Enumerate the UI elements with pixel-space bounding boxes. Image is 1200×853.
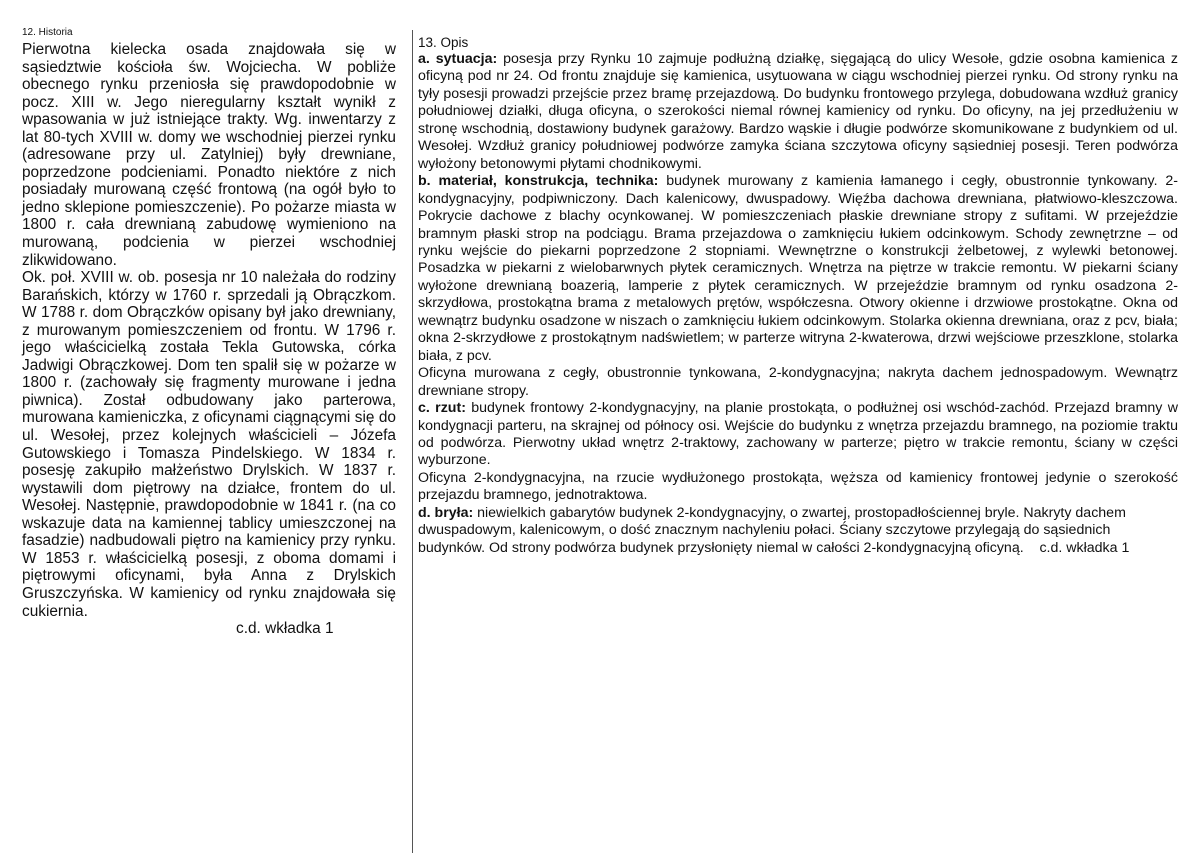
section-d-continued-note: c.d. wkładka 1 xyxy=(1039,539,1130,556)
section-a xyxy=(418,51,1178,173)
history-continued-note: c.d. wkładka 1 xyxy=(236,620,334,638)
section-b-text: budynek murowany z kamienia łamanego i cegły, obustronnie tynkowany. 2- kondygnacyjny, podpiwniczony. Dach kalenicowy, dwuspadowy. Więźba dachowa drewniana, płatwiowo-kleszczowa. Pokrycie dachowe z blachy ocynkowanej. W pomieszczeniach płaskie drewniane stropy z sufitami. W przejeździe bramnym płaski strop na podciągu. Brama przejazdowa o zamknięciu łukiem odcinkowym. Schody zewnętrzne – od rynku wejście do piekarni poprzedzone 2 stopniami. Wewnętrzne o konstrukcji żelbetowej, z wylewki betonowej. Posadzka w piekarni z wielobarwnych płytek ceramicznych. Wnętrza na piętrze w trakcie remontu. W piekarni ściany wyłożone drewnianą boazerią, lamperie z płytek ceramicznych. W przejeździe bramnym od rynku osadzona 2-skrzydłowa, prostokątna brama z metalowych prętów, współczesna. Otwory okienne i drzwiowe prostokątne. Okna od wewnątrz budynku osadzone w niszach o zamknięciu łukiem odcinkowym. Stolarka okienna drewniana, oraz z pcv, biała; okna 2-skrzydłowe z prostokątnym nadświetlem; w parterze witryna 2-kwaterowa, drzwi wejściowe przeszklone, stolarka biała, z pcv. xyxy=(418,173,1179,364)
section-c xyxy=(418,400,1178,470)
description-text xyxy=(418,51,1178,557)
section-a-text: posesja przy Rynku 10 zajmuje podłużną działkę, sięgającą do ulicy Wesołe, gdzie osobna kamienica z oficyną pod nr 24. Od frontu znajduje się kamienica, usytuowana w ciągu wschodniej pierzei rynku. Od strony rynku na tyły posesji prowadzi przejście przez bramę przejazdową. Do budynku frontowego przylega, dobudowana wzdłuż granicy południowej działki, długa oficyna, o szerokości niemal równej kamienicy od rynku. Do oficyny, na jej przedłużeniu w stronę wschodnią, dostawiony budynek garażowy. Bardzo wąskie i długie podwórze skomunikowane z budynkiem od ul. Wesołej. Wzdłuż granicy południowej podwórze zamyka ściana szczytowa oficyny sąsiedniej posesji. Teren podwórza wyłożony betonowymi płytami chodnikowymi. xyxy=(418,51,1178,172)
column-divider xyxy=(412,30,413,853)
section-b-label: b. materiał, konstrukcja, technika: xyxy=(418,173,659,190)
history-paragraph-2: Ok. poł. XVIII w. ob. posesja nr 10 należała do rodziny Barańskich, którzy w 1760 r. sprzedali ją Obrączkom. W 1788 r. dom Obrączków opisany był jako drewniany, z murowanym pomieszczeniem od frontu. W 1796 r. jego właścicielką została Tekla Gutowska, córka Jadwigi Obrączkowej. Dom ten spalił się w pożarze w 1800 r. (zachowały się fragmenty murowane i jedna piwnica). Został odbudowany jako parterowa, murowana kamieniczka, z oficynami ciągnącymi się do ul. Wesołej, przez kolejnych właścicieli – Józefa Gutowskiego i Tomasza Pindelskiego. W 1834 r. posesję zakupiło małżeństwo Drylskich. W 1837 r. wystawili dom piętrowy na działce, frontem do ul. Wesołej. Następnie, prawdopodobnie w 1841 r. (na co wskazuje data na kamiennej tablicy umieszczonej na fasadzie) nadbudowali piętro na kamienicy przy rynku. W 1853 r. właścicielką posesji, z oboma domami i piętrowymi oficynami, była Anna z Drylskich Gruszczyńska. W kamienicy od rynku znajdowała się cukiernia. xyxy=(22,269,396,620)
section-d-label: d. bryła: xyxy=(418,504,474,521)
section-b xyxy=(418,173,1178,365)
section-c-label: c. rzut: xyxy=(418,400,466,417)
history-column xyxy=(22,26,396,638)
history-heading: 12. Historia xyxy=(22,27,73,38)
history-paragraph-1: Pierwotna kielecka osada znajdowała się w sąsiedztwie kościoła św. Wojciecha. W pobliże obecnego rynku przeniosła się prawdopodobnie w pocz. XIII w. Jego nieregularny kształt wynikł z wpasowania w już istniejące trakty. Wg. inwentarzy z lat 80-tych XVIII w. domy we wschodniej pierzei rynku (adresowane przy ul. Zatylniej) były drewniane, poprzedzone podcieniami. Ponadto niektóre z nich posiadały murowaną część frontową (na ogół było to jedno sklepione pomieszczenie). Po pożarze miasta w 1800 r. cała drewnianą zabudowę wymieniono na murowaną, podcienia w pierzei wschodniej zlikwidowano. xyxy=(22,41,396,269)
section-d-text: niewielkich gabarytów budynek 2-kondygnacyjny, o zwartej, prostopadłościennej bryle. Nakryty dachem dwuspadowym, kalenicowym, o dość znacznym nachyleniu połaci. Ściany szczytowe przylegają do sąsiednich budynków. Od strony podwórza budynek przysłonięty niemal w całości 2-kondygnacyjną oficyną. xyxy=(418,504,1126,556)
description-column xyxy=(418,34,1178,557)
section-b-annex: Oficyna murowana z cegły, obustronnie tynkowana, 2-kondygnacyjna; nakryta dachem jednospadowym. Wewnątrz drewniane stropy. xyxy=(418,365,1178,399)
description-heading: 13. Opis xyxy=(418,35,469,50)
section-c-annex: Oficyna 2-kondygnacyjna, na rzucie wydłużonego prostokąta, węższa od kamienicy frontowej jedynie o szerokość przejazdu bramnego, jednotraktowa. xyxy=(418,469,1178,504)
section-c-text: budynek frontowy 2-kondygnacyjny, na planie prostokąta, o podłużnej osi wschód-zachód. Przejazd bramny w kondygnacji parteru, na skrajnej od północy osi. Wejście do budynku z wnętrza przejazdu bramnego, na poziomie traktu od podwórza. Pierwotny układ wnętrz 2-traktowy, zachowany w parterze; piętro w trakcie remontu, ściany w części wyburzone. xyxy=(418,400,1178,469)
history-text xyxy=(22,41,396,620)
section-d xyxy=(418,505,1178,557)
section-a-label: a. sytuacja: xyxy=(418,51,498,67)
